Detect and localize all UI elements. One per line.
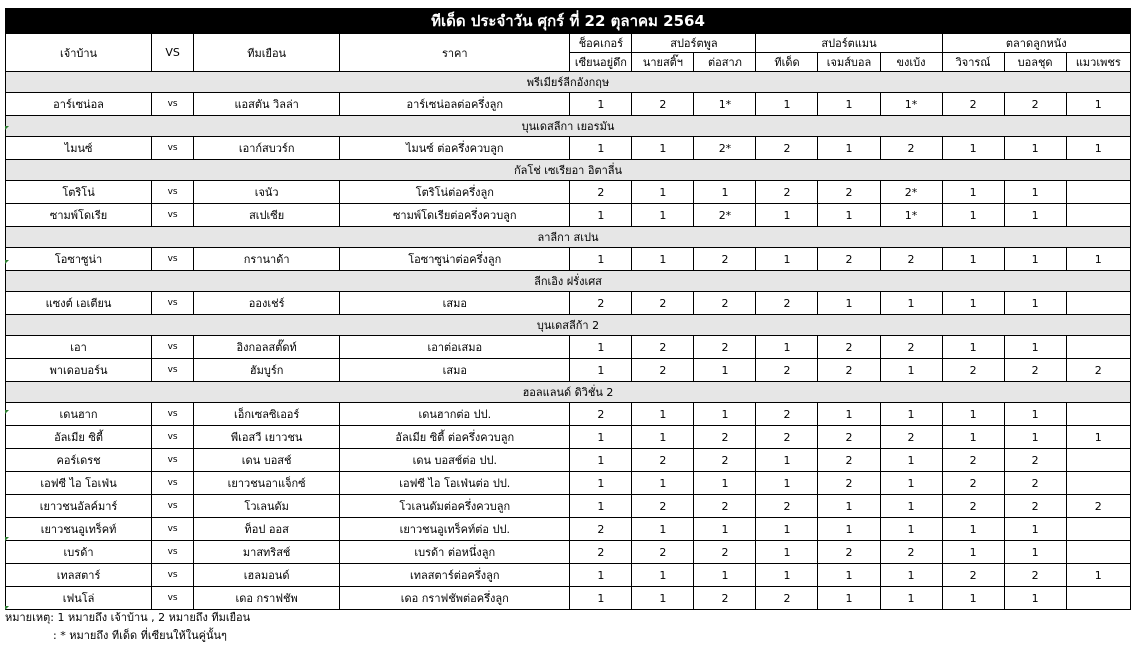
pick-cell: 1: [942, 181, 1004, 204]
pick-cell: 1: [1004, 181, 1066, 204]
pick-cell: 1: [694, 181, 756, 204]
pick-cell: 1: [570, 587, 632, 610]
pick-cell: 2: [632, 449, 694, 472]
league-header: ลาลีกา สเปน: [6, 227, 1131, 248]
pick-cell: 2: [694, 248, 756, 271]
vs-label: vs: [152, 336, 194, 359]
pick-cell: 1: [570, 449, 632, 472]
vs-label: vs: [152, 518, 194, 541]
pick-cell: 1: [1004, 518, 1066, 541]
pick-cell: 2: [632, 93, 694, 116]
pick-cell: 2: [818, 472, 880, 495]
pick-cell: 2: [756, 137, 818, 160]
pick-cell: 2: [694, 336, 756, 359]
league-header: พรีเมียร์ลีกอังกฤษ: [6, 72, 1131, 93]
pick-cell: 2: [694, 449, 756, 472]
vs-label: vs: [152, 587, 194, 610]
price: เอฟซี ไอ โอเฟ่นต่อ ปป.: [340, 472, 570, 495]
note-line-2: : * หมายถึง ทีเด็ด ที่เซียนให้ในคู่นั้นๆ: [53, 629, 227, 642]
vs-label: vs: [152, 137, 194, 160]
pick-cell: 1: [1066, 248, 1130, 271]
pick-cell: 1: [756, 204, 818, 227]
match-row: [6, 336, 1131, 359]
match-row: [6, 93, 1131, 116]
pick-cell: 2: [756, 292, 818, 315]
pick-cell: 2: [880, 248, 942, 271]
pick-cell: 2: [694, 426, 756, 449]
pick-cell: 1: [818, 518, 880, 541]
header-tipster-5: เจมส์บอล: [818, 53, 880, 72]
pick-cell: 2*: [880, 181, 942, 204]
home-team: เยาวชนอัลค์มาร์: [6, 495, 152, 518]
pick-cell: 1: [818, 587, 880, 610]
away-team: พีเอสวี เยาวชน: [194, 426, 340, 449]
price: เอาต่อเสมอ: [340, 336, 570, 359]
pick-cell: 1*: [694, 93, 756, 116]
pick-cell: 1: [756, 93, 818, 116]
pick-cell: 1: [818, 564, 880, 587]
pick-cell: 1: [694, 403, 756, 426]
pick-cell: 2: [632, 292, 694, 315]
price: เยาวชนอูเทร็คท์ต่อ ปป.: [340, 518, 570, 541]
pick-cell: 2: [942, 449, 1004, 472]
home-team: โตริโน่: [6, 181, 152, 204]
pick-cell: 1: [880, 587, 942, 610]
match-row: [6, 181, 1131, 204]
pick-cell: 1: [694, 518, 756, 541]
header-home: เจ้าบ้าน: [6, 34, 152, 72]
match-row: [6, 518, 1131, 541]
match-row: [6, 472, 1131, 495]
home-team: เบรด้า: [6, 541, 152, 564]
away-team: แอสตัน วิลล่า: [194, 93, 340, 116]
pick-cell: 1: [694, 472, 756, 495]
cell-marker: [5, 606, 9, 610]
pick-cell: 2: [632, 336, 694, 359]
pick-cell: 2: [818, 426, 880, 449]
price: เสมอ: [340, 292, 570, 315]
home-team: ไมนซ์: [6, 137, 152, 160]
pick-cell: 2: [942, 472, 1004, 495]
away-team: เยาวชนอาแจ็กซ์: [194, 472, 340, 495]
pick-cell: 1: [942, 518, 1004, 541]
home-team: เอฟซี ไอ โอเฟ่น: [6, 472, 152, 495]
pick-cell: 2: [880, 541, 942, 564]
pick-cell: 2: [818, 336, 880, 359]
header-away: ทีมเยือน: [194, 34, 340, 72]
pick-cell: 2: [756, 359, 818, 382]
pick-cell: 1: [632, 403, 694, 426]
pick-cell: 1: [942, 541, 1004, 564]
vs-label: vs: [152, 403, 194, 426]
pick-cell: 1: [632, 248, 694, 271]
price: เสมอ: [340, 359, 570, 382]
pick-cell: 1: [942, 248, 1004, 271]
price: โอซาซูน่าต่อครึ่งลูก: [340, 248, 570, 271]
pick-cell: 1: [632, 181, 694, 204]
match-row: [6, 426, 1131, 449]
cell-marker: [5, 260, 9, 264]
pick-cell: 2: [880, 426, 942, 449]
pick-cell: 1: [1004, 541, 1066, 564]
pick-cell: 1: [756, 541, 818, 564]
match-row: [6, 248, 1131, 271]
match-row: [6, 359, 1131, 382]
vs-label: vs: [152, 541, 194, 564]
pick-cell: 1: [1004, 403, 1066, 426]
header-tipster-3: ต่อสาภ: [694, 53, 756, 72]
pick-cell: 1: [632, 587, 694, 610]
away-team: เจนัว: [194, 181, 340, 204]
vs-label: vs: [152, 472, 194, 495]
pick-cell: 2: [942, 564, 1004, 587]
vs-label: vs: [152, 292, 194, 315]
pick-cell: 1: [1004, 336, 1066, 359]
pick-cell: 2: [818, 181, 880, 204]
pick-cell: 1: [570, 495, 632, 518]
price: โวเลนดัมต่อครึ่งควบลูก: [340, 495, 570, 518]
away-team: มาสทริสช์: [194, 541, 340, 564]
pick-cell: [1066, 449, 1130, 472]
cell-marker: [5, 126, 9, 130]
pick-cell: 2: [1004, 472, 1066, 495]
header-tipster-7: วิจารณ์: [942, 53, 1004, 72]
header-group-sportpool: สปอร์ตพูล: [632, 34, 756, 53]
pick-cell: 1: [632, 426, 694, 449]
vs-label: vs: [152, 564, 194, 587]
header-tipster-2: นายสติ๊ฯ: [632, 53, 694, 72]
pick-cell: 2: [818, 541, 880, 564]
cell-marker: [5, 410, 9, 414]
pick-cell: 1: [570, 248, 632, 271]
pick-cell: 1: [1004, 248, 1066, 271]
notes: [5, 609, 250, 645]
vs-label: vs: [152, 359, 194, 382]
away-team: ฮัมบูร์ก: [194, 359, 340, 382]
header-vs: VS: [152, 34, 194, 72]
price: โตริโน่ต่อครึ่งลูก: [340, 181, 570, 204]
price: อาร์เซน่อลต่อครึ่งลูก: [340, 93, 570, 116]
price: เดน บอสช์ต่อ ปป.: [340, 449, 570, 472]
pick-cell: 2: [694, 587, 756, 610]
home-team: เฟนโล่: [6, 587, 152, 610]
note-line-1: หมายเหตุ: 1 หมายถึง เจ้าบ้าน , 2 หมายถึง ทีมเยือน: [5, 611, 251, 624]
pick-cell: 1: [1004, 292, 1066, 315]
pick-cell: 1: [694, 564, 756, 587]
match-row: [6, 204, 1131, 227]
pick-cell: 2: [818, 449, 880, 472]
pick-cell: 1: [756, 248, 818, 271]
pick-cell: 1: [818, 137, 880, 160]
pick-cell: 2: [756, 495, 818, 518]
price: อัลเมีย ซิตี้ ต่อครึ่งควบลูก: [340, 426, 570, 449]
pick-cell: 2: [756, 426, 818, 449]
pick-cell: 1: [756, 472, 818, 495]
pick-cell: 1: [1066, 426, 1130, 449]
pick-cell: [1066, 336, 1130, 359]
pick-cell: 2: [694, 541, 756, 564]
away-team: เดน บอสช์: [194, 449, 340, 472]
pick-cell: 2: [756, 587, 818, 610]
pick-cell: 1: [880, 359, 942, 382]
match-row: [6, 541, 1131, 564]
away-team: อิงกอลสตั๊ดท์: [194, 336, 340, 359]
pick-cell: [1066, 518, 1130, 541]
pick-cell: 1: [942, 204, 1004, 227]
pick-cell: 2: [570, 518, 632, 541]
pick-cell: [1066, 403, 1130, 426]
pick-cell: 2: [1004, 564, 1066, 587]
tips-sheet: [5, 8, 1131, 610]
pick-cell: 1: [1066, 93, 1130, 116]
pick-cell: 1: [756, 564, 818, 587]
pick-cell: 1: [818, 403, 880, 426]
pick-cell: 2: [694, 292, 756, 315]
header-tipster-4: ทีเด็ด: [756, 53, 818, 72]
pick-cell: 2: [570, 403, 632, 426]
pick-cell: 1: [570, 336, 632, 359]
pick-cell: 2: [1004, 449, 1066, 472]
pick-cell: 2: [942, 359, 1004, 382]
pick-cell: 2: [632, 359, 694, 382]
pick-cell: 1: [570, 564, 632, 587]
home-team: อาร์เซน่อล: [6, 93, 152, 116]
pick-cell: 2: [1004, 495, 1066, 518]
pick-cell: 2: [942, 93, 1004, 116]
cell-marker: [5, 537, 9, 541]
pick-cell: 1*: [880, 93, 942, 116]
pick-cell: 1: [694, 359, 756, 382]
pick-cell: 1: [1004, 426, 1066, 449]
pick-cell: 1: [942, 137, 1004, 160]
pick-cell: [1066, 204, 1130, 227]
league-header: กัลโช่ เซเรียอา อิตาลี่น: [6, 160, 1131, 181]
pick-cell: 1: [880, 449, 942, 472]
pick-cell: 2: [818, 359, 880, 382]
pick-cell: 2: [694, 495, 756, 518]
home-team: เยาวชนอูเทร็คท์: [6, 518, 152, 541]
header-tipster-8: บอลชุด: [1004, 53, 1066, 72]
pick-cell: 1: [632, 518, 694, 541]
pick-cell: 1: [942, 426, 1004, 449]
pick-cell: 2: [570, 541, 632, 564]
pick-cell: 2: [942, 495, 1004, 518]
pick-cell: 1: [756, 449, 818, 472]
pick-cell: 1: [756, 336, 818, 359]
away-team: เฮลมอนด์: [194, 564, 340, 587]
away-team: ท็อป ออส: [194, 518, 340, 541]
home-team: เทลสตาร์: [6, 564, 152, 587]
home-team: อัลเมีย ซิตี้: [6, 426, 152, 449]
match-row: [6, 587, 1131, 610]
pick-cell: [1066, 181, 1130, 204]
price: ไมนซ์ ต่อครึ่งควบลูก: [340, 137, 570, 160]
pick-cell: 1: [880, 564, 942, 587]
league-header: บุนเดสลีก้า 2: [6, 315, 1131, 336]
pick-cell: [1066, 541, 1130, 564]
pick-cell: 2: [818, 248, 880, 271]
pick-cell: 2: [1004, 359, 1066, 382]
pick-cell: 2: [1066, 495, 1130, 518]
league-header: บุนเดสลีกา เยอรมัน: [6, 116, 1131, 137]
header-group-market: ตลาดลูกหนัง: [942, 34, 1130, 53]
price: เดอ กราฟชัพต่อครึ่งลูก: [340, 587, 570, 610]
pick-cell: 1: [632, 137, 694, 160]
pick-cell: 1: [942, 403, 1004, 426]
pick-cell: 1: [1004, 204, 1066, 227]
home-team: พาเดอบอร์น: [6, 359, 152, 382]
pick-cell: 2: [1066, 359, 1130, 382]
home-team: เอา: [6, 336, 152, 359]
pick-cell: 1: [818, 204, 880, 227]
pick-cell: [1066, 472, 1130, 495]
header-tipster-1: เซียนอยู่ดึก: [570, 53, 632, 72]
pick-cell: 1: [818, 292, 880, 315]
pick-cell: 2: [632, 495, 694, 518]
pick-cell: 1*: [880, 204, 942, 227]
header-tipster-6: ขงเบ้ง: [880, 53, 942, 72]
pick-cell: 1: [632, 204, 694, 227]
pick-cell: 1: [1066, 137, 1130, 160]
away-team: เอาก์สบวร์ก: [194, 137, 340, 160]
match-row: [6, 449, 1131, 472]
price: ซามพ์โดเรียต่อครึ่งควบลูก: [340, 204, 570, 227]
pick-cell: 1: [570, 204, 632, 227]
pick-cell: 1: [942, 292, 1004, 315]
vs-label: vs: [152, 495, 194, 518]
sheet-title: ทีเด็ด ประจำวัน ศุกร์ ที่ 22 ตุลาคม 2564: [6, 9, 1131, 34]
away-team: กรานาด้า: [194, 248, 340, 271]
pick-cell: [1066, 587, 1130, 610]
pick-cell: 1: [570, 137, 632, 160]
pick-cell: 1: [1004, 137, 1066, 160]
pick-cell: 2*: [694, 137, 756, 160]
pick-cell: 2*: [694, 204, 756, 227]
pick-cell: 1: [880, 403, 942, 426]
pick-cell: 1: [570, 426, 632, 449]
away-team: โวเลนดัม: [194, 495, 340, 518]
vs-label: vs: [152, 181, 194, 204]
price: เบรด้า ต่อหนึ่งลูก: [340, 541, 570, 564]
home-team: ซามพ์โดเรีย: [6, 204, 152, 227]
pick-cell: 1: [880, 495, 942, 518]
league-header: ฮอลแลนด์ ดิวิชั่น 2: [6, 382, 1131, 403]
home-team: เดนฮาก: [6, 403, 152, 426]
pick-cell: 1: [570, 93, 632, 116]
pick-cell: 1: [1066, 564, 1130, 587]
pick-cell: 1: [1004, 587, 1066, 610]
match-row: [6, 564, 1131, 587]
pick-cell: 2: [570, 292, 632, 315]
pick-cell: 1: [632, 564, 694, 587]
pick-cell: 1: [570, 359, 632, 382]
pick-cell: 1: [818, 93, 880, 116]
pick-cell: 1: [632, 472, 694, 495]
league-header: ลีกเอิง ฝรั่งเศส: [6, 271, 1131, 292]
pick-cell: 2: [756, 403, 818, 426]
away-team: เดอ กราฟชัพ: [194, 587, 340, 610]
price: เดนฮากต่อ ปป.: [340, 403, 570, 426]
pick-cell: [1066, 292, 1130, 315]
vs-label: vs: [152, 93, 194, 116]
pick-cell: 2: [1004, 93, 1066, 116]
header-group-shocker: ช็อคเกอร์: [570, 34, 632, 53]
away-team: อองเช่ร์: [194, 292, 340, 315]
pick-cell: 2: [570, 181, 632, 204]
pick-cell: 2: [632, 541, 694, 564]
match-row: [6, 403, 1131, 426]
pick-cell: 2: [880, 137, 942, 160]
header-group-sportman: สปอร์ตแมน: [756, 34, 942, 53]
vs-label: vs: [152, 204, 194, 227]
away-team: เอ็กเซลซิเออร์: [194, 403, 340, 426]
vs-label: vs: [152, 449, 194, 472]
header-price: ราคา: [340, 34, 570, 72]
tips-table: [5, 8, 1131, 610]
pick-cell: 2: [756, 181, 818, 204]
pick-cell: 1: [880, 472, 942, 495]
header-tipster-9: แมวเพชร: [1066, 53, 1130, 72]
vs-label: vs: [152, 248, 194, 271]
vs-label: vs: [152, 426, 194, 449]
away-team: สเปเซีย: [194, 204, 340, 227]
home-team: แซงต์ เอเตียน: [6, 292, 152, 315]
price: เทลสตาร์ต่อครึ่งลูก: [340, 564, 570, 587]
home-team: คอร์เดรช: [6, 449, 152, 472]
home-team: โอซาซูน่า: [6, 248, 152, 271]
pick-cell: 1: [570, 472, 632, 495]
pick-cell: 1: [818, 495, 880, 518]
match-row: [6, 495, 1131, 518]
match-row: [6, 292, 1131, 315]
pick-cell: 1: [942, 587, 1004, 610]
pick-cell: 2: [880, 336, 942, 359]
pick-cell: 1: [880, 518, 942, 541]
pick-cell: 1: [756, 518, 818, 541]
pick-cell: 1: [880, 292, 942, 315]
match-row: [6, 137, 1131, 160]
pick-cell: 1: [942, 336, 1004, 359]
